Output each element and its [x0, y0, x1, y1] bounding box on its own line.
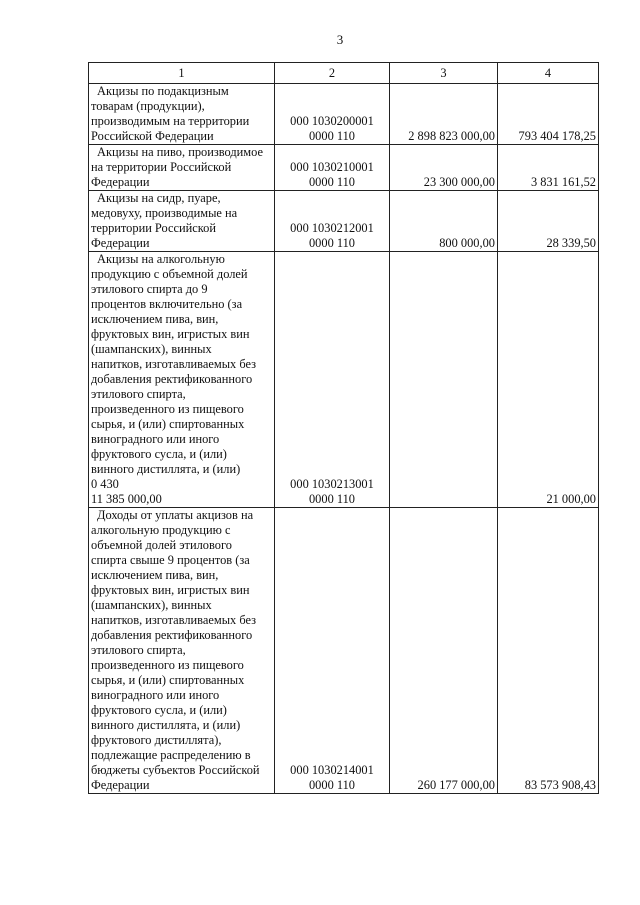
revenue-table	[88, 62, 599, 794]
row-name-cell	[89, 84, 275, 145]
row-name-cell	[89, 191, 275, 252]
row-actual: 21 000,00	[498, 252, 599, 508]
column-header-1: 1	[89, 63, 275, 84]
column-header-2: 2	[275, 63, 390, 84]
table-row	[89, 252, 599, 508]
row-name: Акцизы по подакцизным товарам (продукции), производимым на территории Российской Федерации	[91, 84, 250, 143]
row-actual: 28 339,50	[498, 191, 599, 252]
table-row	[89, 191, 599, 252]
row-actual: 83 573 908,43	[498, 508, 599, 794]
row-name-cell	[89, 252, 275, 508]
row-name-cell	[89, 145, 275, 191]
row-actual: 793 404 178,25	[498, 84, 599, 145]
row-plan: 2 898 823 000,00	[390, 84, 498, 145]
header-row	[89, 63, 599, 84]
row-plan: 800 000,00	[390, 191, 498, 252]
row-name: Доходы от уплаты акцизов на алкогольную продукцию с объемной долей этилового спирта свыше 9 процентов (за исключением пива, вин, фруктовых вин, игристых вин (шампанских), винных напитков, изготавливаемых без добавления ректификованного этилового спирта, произведенного из пищевого сырья, и (или) спиртованных виноградного или иного фруктового сусла, и (или) винного дистиллята, и (или) фруктового дистиллята), подлежащие распределению в бюджеты субъектов Российской Федерации	[91, 508, 260, 792]
table-row	[89, 84, 599, 145]
row-plan	[390, 252, 498, 508]
row-code: 000 1030214001 0000 110	[275, 508, 390, 794]
row-code: 000 1030210001 0000 110	[275, 145, 390, 191]
row-code: 000 1030212001 0000 110	[275, 191, 390, 252]
row-name: Акцизы на алкогольную продукцию с объемной долей этилового спирта до 9 процентов включительно (за исключением пива, вин, фруктовых вин, игристых вин (шампанских), винных напитков, изготавливаемых без добавления ректификованного этилового спирта, произведенного из пищевого сырья, и (или) спиртованных виноградного или иного фруктового сусла, и (или) винного дистиллята, и (или) 0 430 11 385 000,00	[91, 252, 257, 506]
column-header-4: 4	[498, 63, 599, 84]
row-code: 000 1030213001 0000 110	[275, 252, 390, 508]
table-row	[89, 145, 599, 191]
table-row	[89, 508, 599, 794]
column-header-3: 3	[390, 63, 498, 84]
row-code: 000 1030200001 0000 110	[275, 84, 390, 145]
row-name: Акцизы на сидр, пуаре, медовуху, производимые на территории Российской Федерации	[91, 191, 238, 250]
row-plan: 23 300 000,00	[390, 145, 498, 191]
page-number: 3	[336, 32, 344, 47]
row-name: Акцизы на пиво, производимое на территории Российской Федерации	[91, 145, 263, 189]
row-name-cell	[89, 508, 275, 794]
row-actual: 3 831 161,52	[498, 145, 599, 191]
row-plan: 260 177 000,00	[390, 508, 498, 794]
